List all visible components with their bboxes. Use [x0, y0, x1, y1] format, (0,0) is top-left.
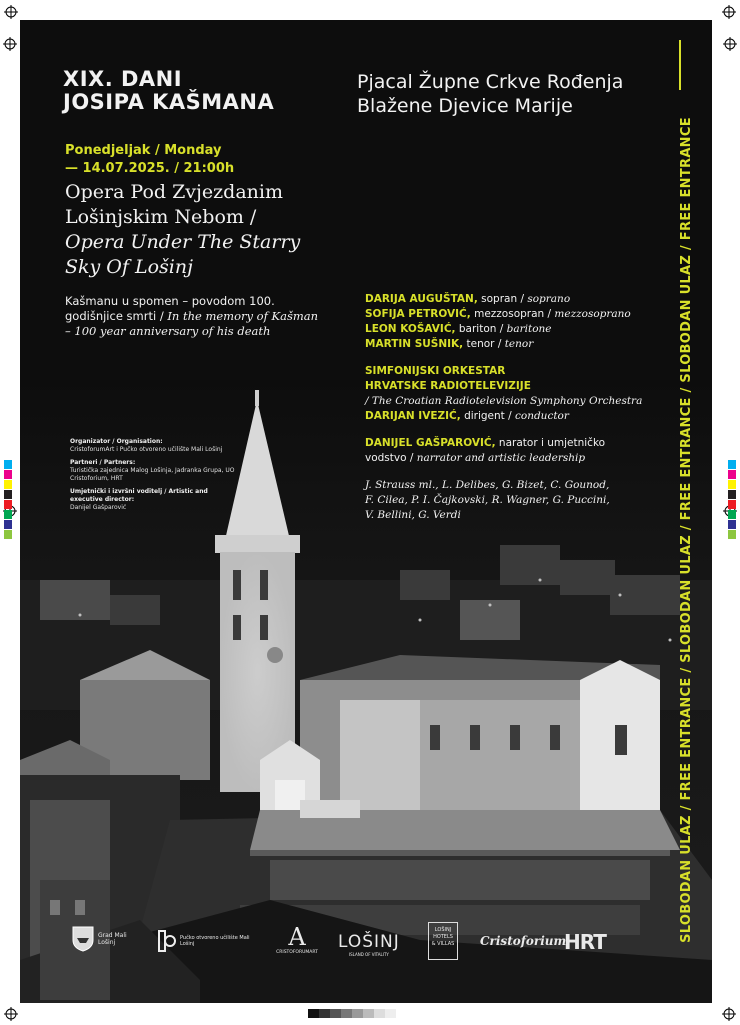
- narrator-role-2: vodstvo /: [365, 452, 417, 464]
- cast-item: [365, 337, 665, 352]
- festival-title: [63, 68, 274, 114]
- cast-role-en: mezzosoprano: [554, 308, 631, 320]
- hotels-line-2: HOTELS: [433, 934, 453, 940]
- cristoforium-logo: [480, 934, 566, 948]
- event-date: [65, 142, 234, 178]
- title-line-1: XIX. DANI: [63, 67, 183, 91]
- hrt-logo: [564, 930, 606, 954]
- color-bar-right: [728, 460, 736, 540]
- opera-line-2: Lošinjskim Nebom /: [65, 206, 257, 228]
- venue-line-2: Blažene Djevice Marije: [357, 95, 573, 117]
- org-label: Organizator / Organisation:: [70, 438, 163, 445]
- grad-mali-losinj-logo: [72, 926, 136, 952]
- free-entrance-banner: [675, 90, 699, 970]
- losinj-label: LOŠINJ: [338, 932, 400, 952]
- cast-role-en: baritone: [506, 323, 552, 335]
- cristoforium-label: Cristoforium: [480, 934, 567, 948]
- side-accent-line: [679, 40, 681, 90]
- organisation-credits: [70, 438, 240, 512]
- cast-role: bariton /: [455, 323, 507, 335]
- hotels-line-3: & VILLAS: [431, 941, 455, 947]
- pou-icon: [158, 930, 176, 952]
- opera-en-line-2: Sky Of Lošinj: [65, 256, 193, 278]
- poster: [20, 20, 712, 1003]
- hrt-label: HRT: [564, 930, 606, 954]
- cast-name: MARTIN SUŠNIK,: [365, 338, 464, 350]
- cristoforumart-label: CRISTOFORUMART: [276, 950, 318, 955]
- registration-mark-left-mid: [3, 36, 17, 50]
- losinj-logo: [338, 932, 400, 957]
- composers-line-2: F. Cilea, P. I. Čajkovski, R. Wagner, G. Puccini,: [365, 494, 610, 506]
- cast-role-en: soprano: [527, 293, 571, 305]
- conductor-role: dirigent /: [460, 410, 515, 422]
- title-line-2: JOSIPA KAŠMANA: [63, 90, 275, 114]
- opera-en-line-1: Opera Under The Starry: [65, 231, 301, 253]
- losinj-sub: ISLAND OF VITALITY: [348, 952, 389, 957]
- narrator-role-en: narrator and artistic leadership: [416, 452, 586, 464]
- pou-label: Pučko otvoreno učilište Mali Lošinj: [180, 935, 250, 947]
- narrator-name: DANIJEL GAŠPAROVIĆ,: [365, 437, 496, 449]
- registration-mark-bottom-left: [4, 1006, 18, 1020]
- orchestra-en: / The Croatian Radiotelevision Symphony Orchestra: [365, 395, 643, 407]
- org-value: CristoforumArt i Pučko otvoreno učilište Mali Lošinj: [70, 446, 223, 453]
- venue-line-1: Pjacal Župne Crkve Rođenja: [357, 71, 624, 93]
- partners-value: Turistička zajednica Malog Lošinja, Jadranka Grupa, UO Cristoforium, HRT: [70, 467, 235, 482]
- grad-label: Grad Mali Lošinj: [98, 932, 127, 946]
- pou-logo: [158, 930, 260, 952]
- cast-name: LEON KOŠAVIĆ,: [365, 323, 456, 335]
- composers-line-3: V. Bellini, G. Verdi: [365, 509, 461, 521]
- orchestra-line-2: HRVATSKE RADIOTELEVIZIJE: [365, 380, 531, 392]
- cast-item: [365, 322, 665, 337]
- cristoforumart-logo: A CRISTOFORUMART: [272, 924, 322, 955]
- registration-mark-top-left: [4, 4, 18, 18]
- sponsor-logos: [20, 920, 712, 1000]
- opera-title: [65, 180, 355, 280]
- partners-label: Partneri / Partners:: [70, 459, 136, 466]
- date-line-2: — 14.07.2025. / 21:00h: [65, 161, 235, 176]
- cast-list: [365, 292, 665, 523]
- opera-line-1: Opera Pod Zvjezdanim: [65, 181, 283, 203]
- director-label: Umjetnički i izvršni voditelj / Artistic and executive director:: [70, 488, 208, 503]
- grey-control-bar: [308, 1009, 396, 1018]
- conductor-role-en: conductor: [515, 410, 569, 422]
- color-bar-left: [4, 460, 12, 540]
- cast-role: tenor /: [463, 338, 505, 350]
- hotels-line-1: LOŠINJ: [434, 927, 452, 933]
- composers-line-1: J. Strauss ml., L. Delibes, G. Bizet, C. Gounod,: [365, 479, 610, 491]
- tribute-line-2a: godišnjice smrti /: [65, 309, 168, 323]
- cast-name: SOFIJA PETROVIĆ,: [365, 308, 471, 320]
- venue: [357, 70, 623, 118]
- coat-of-arms-icon: [72, 926, 94, 952]
- cast-item: [365, 307, 665, 322]
- narrator-role: narator i umjetničko: [495, 437, 606, 449]
- tribute-line-1: Kašmanu u spomen – povodom 100.: [65, 294, 275, 308]
- registration-mark-top-right: [722, 4, 736, 18]
- losinj-hotels-logo: [428, 922, 458, 960]
- date-line-1: Ponedjeljak / Monday: [65, 143, 222, 158]
- cast-item: [365, 292, 665, 307]
- orchestra-line-1: SIMFONIJSKI ORKESTAR: [365, 365, 506, 377]
- cast-role: sopran /: [477, 293, 528, 305]
- tribute-line-2b: In the memory of Kašman: [167, 309, 319, 323]
- registration-mark-right-mid: [723, 36, 737, 50]
- free-entrance-text: SLOBODAN ULAZ / FREE ENTRANCE / SLOBODAN ULAZ / FREE ENTRANCE / SLOBODAN ULAZ / FREE ENTRANCE: [679, 117, 694, 943]
- cast-role-en: tenor: [504, 338, 534, 350]
- cast-name: DARIJA AUGUŠTAN,: [365, 293, 478, 305]
- tribute-text: [65, 294, 355, 339]
- cast-role: mezzosopran /: [470, 308, 555, 320]
- conductor-name: DARIJAN IVEZIĆ,: [365, 410, 461, 422]
- registration-mark-bottom-right: [722, 1006, 736, 1020]
- director-value: Danijel Gašparović: [70, 504, 127, 511]
- tribute-line-3: – 100 year anniversary of his death: [65, 324, 271, 338]
